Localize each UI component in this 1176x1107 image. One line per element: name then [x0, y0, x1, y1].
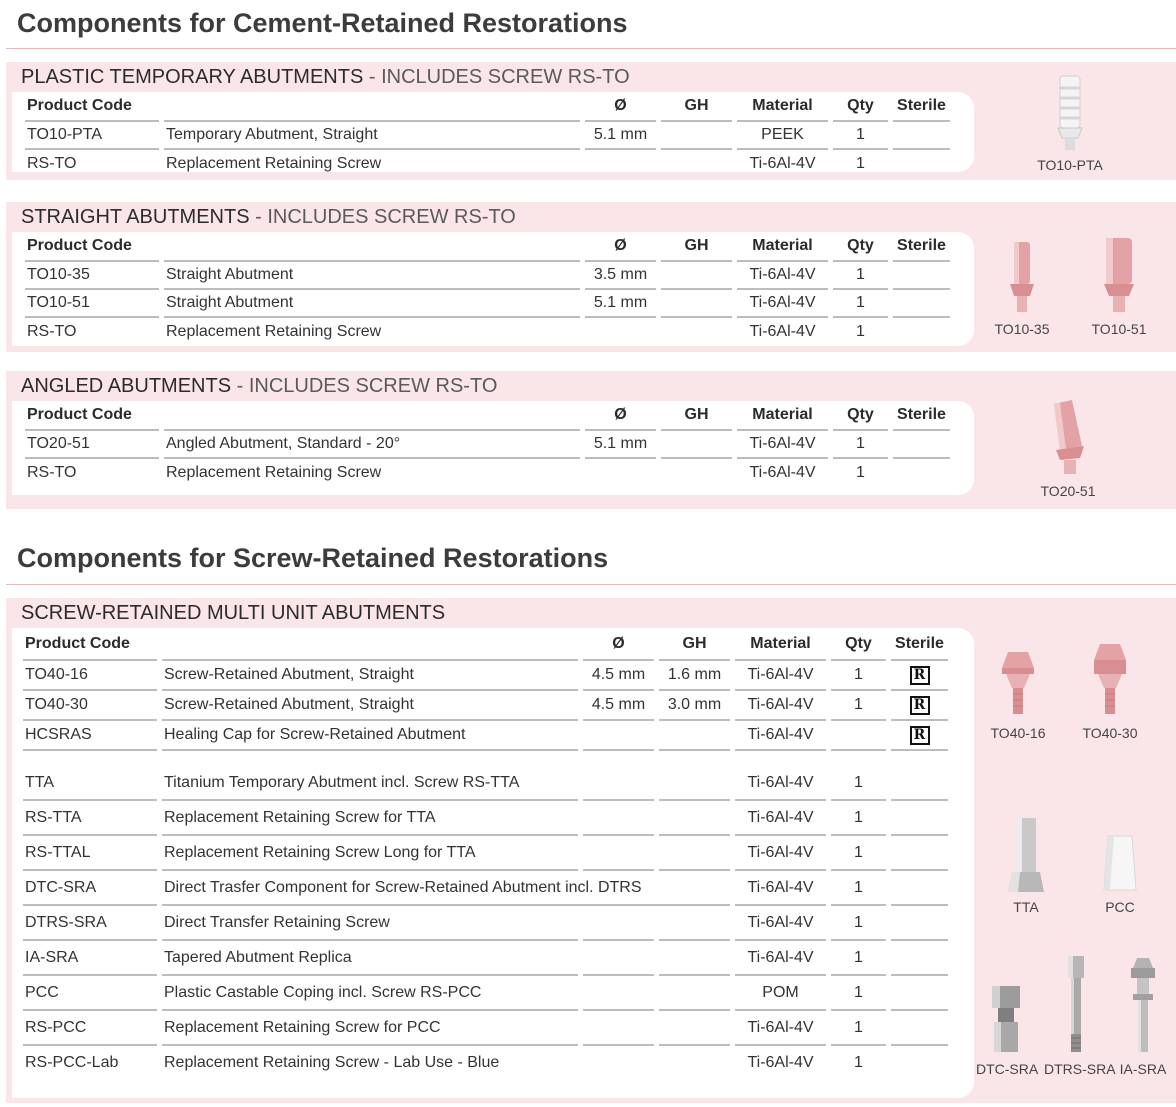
product-description: Titanium Temporary Abutment incl. Screw RS-TTA	[162, 767, 578, 801]
product-code: RS-PCC	[23, 1011, 157, 1046]
titanium-abutment-icon	[1004, 816, 1048, 894]
product-code: TO20-51	[25, 431, 159, 459]
product-gh	[661, 262, 732, 290]
product-code: TTA	[23, 767, 157, 801]
col-material: Material	[737, 92, 828, 122]
product-sterile	[893, 318, 950, 346]
transfer-component-icon	[984, 980, 1028, 1056]
product-image-to10-35	[982, 238, 1062, 337]
panel-title	[21, 375, 497, 398]
product-qty: 1	[831, 871, 886, 906]
angled-abutment-icon	[1046, 398, 1090, 478]
panel-title	[21, 66, 630, 89]
table-row	[23, 976, 948, 1011]
section-title: SCREW-RETAINED MULTI UNIT ABUTMENTS	[21, 602, 446, 624]
product-gh	[659, 906, 730, 941]
product-image-to40-30	[1070, 640, 1150, 741]
product-qty: 1	[831, 691, 886, 721]
product-material: Ti-6Al-4V	[735, 1011, 826, 1046]
header-row	[25, 232, 950, 262]
product-gh	[661, 431, 732, 459]
image-caption: TO10-35	[994, 321, 1050, 337]
header-row	[23, 628, 948, 661]
product-code: RS-TO	[27, 155, 77, 172]
col-diameter: Ø	[585, 92, 656, 122]
product-diameter: 5.1 mm	[585, 431, 656, 459]
col-gh: GH	[659, 628, 730, 661]
product-sterile	[891, 691, 948, 721]
product-gh	[661, 150, 732, 178]
product-sterile	[891, 941, 948, 976]
product-qty: 1	[831, 801, 886, 836]
product-image-pcc	[1080, 832, 1160, 915]
product-table	[20, 401, 955, 487]
col-sterile: Sterile	[893, 232, 950, 262]
straight-abutment-icon	[1099, 234, 1139, 316]
product-gh	[659, 767, 730, 801]
col-material: Material	[737, 232, 828, 262]
product-code: HCSRAS	[23, 721, 157, 751]
product-qty: 1	[854, 1054, 863, 1071]
table-row	[25, 431, 950, 459]
col-sterile: Sterile	[893, 92, 950, 122]
straight-abutment-icon	[1002, 238, 1042, 316]
product-description: Screw-Retained Abutment, Straight	[162, 691, 578, 721]
sterile-r-icon: R	[910, 666, 930, 685]
image-caption: TO40-16	[990, 725, 1046, 741]
product-description: Temporary Abutment, Straight	[164, 122, 580, 150]
product-diameter: 4.5 mm	[583, 661, 654, 691]
col-diameter: Ø	[585, 401, 656, 431]
product-gh	[659, 1011, 730, 1046]
col-diameter: Ø	[583, 628, 654, 661]
product-material: Ti-6Al-4V	[735, 871, 826, 906]
product-diameter	[583, 1011, 654, 1046]
image-caption: DTC-SRA	[976, 1061, 1039, 1077]
product-gh	[661, 318, 732, 346]
col-qty: Qty	[833, 401, 888, 431]
table-row	[23, 767, 948, 801]
product-gh	[659, 721, 730, 751]
product-sterile	[893, 459, 950, 487]
col-qty: Qty	[831, 628, 886, 661]
section-subtitle: - INCLUDES SCREW RS-TO	[236, 375, 498, 397]
product-sterile	[893, 431, 950, 459]
col-material: Material	[737, 401, 828, 431]
product-description: Replacement Retaining Screw	[166, 323, 382, 340]
col-product-code: Product Code	[25, 232, 159, 262]
product-gh	[659, 836, 730, 871]
product-diameter	[583, 767, 654, 801]
product-diameter	[583, 906, 654, 941]
product-material: Ti-6Al-4V	[735, 721, 826, 751]
product-material: Ti-6Al-4V	[735, 836, 826, 871]
product-sterile	[891, 721, 948, 751]
product-diameter	[583, 836, 654, 871]
section-title: ANGLED ABUTMENTS	[21, 375, 237, 397]
sterile-r-icon: R	[910, 726, 930, 745]
product-code: PCC	[23, 976, 157, 1011]
product-diameter: 5.1 mm	[585, 122, 656, 150]
product-sterile	[891, 661, 948, 691]
product-diameter	[585, 150, 656, 178]
product-material: Ti-6Al-4V	[735, 661, 826, 691]
product-code: RS-PCC-Lab	[25, 1054, 119, 1071]
table-row	[23, 1011, 948, 1046]
abutment-replica-icon	[1125, 954, 1161, 1056]
product-description: Tapered Abutment Replica	[162, 941, 578, 976]
product-sterile	[893, 262, 950, 290]
spacer-row	[23, 751, 948, 767]
product-gh	[661, 290, 732, 318]
product-diameter	[583, 976, 654, 1011]
product-qty	[831, 721, 886, 751]
col-gh: GH	[661, 401, 732, 431]
image-caption: TO40-30	[1082, 725, 1138, 741]
product-image-to20-51	[1028, 398, 1108, 499]
product-code: RS-TTAL	[23, 836, 157, 871]
retaining-screw-icon	[1061, 954, 1091, 1056]
header-row	[25, 92, 950, 122]
heading-screw-retained: Components for Screw-Retained Restorations	[17, 543, 609, 573]
table-row	[25, 290, 950, 318]
table-row	[25, 262, 950, 290]
product-image-dtc-sra	[976, 980, 1039, 1077]
product-material: Ti-6Al-4V	[737, 262, 828, 290]
product-qty: 1	[831, 976, 886, 1011]
product-table	[18, 628, 953, 1080]
product-diameter	[585, 459, 656, 487]
header-row	[25, 401, 950, 431]
product-image-to10-51	[1079, 234, 1159, 337]
product-qty: 1	[833, 431, 888, 459]
product-code: RS-TO	[27, 464, 77, 481]
section-title: STRAIGHT ABUTMENTS	[21, 206, 250, 228]
product-qty: 1	[856, 323, 865, 340]
plastic-abutment-icon	[1050, 74, 1090, 152]
product-description: Replacement Retaining Screw - Lab Use - Blue	[164, 1054, 500, 1071]
image-caption: TO20-51	[1040, 483, 1096, 499]
col-product-code: Product Code	[23, 628, 157, 661]
product-image-dtrs-sra	[1044, 954, 1116, 1077]
col-gh: GH	[661, 232, 732, 262]
product-gh	[659, 976, 730, 1011]
panel-plastic-temporary	[6, 62, 1176, 180]
product-sterile	[891, 801, 948, 836]
product-code: TO40-16	[23, 661, 157, 691]
table-card	[12, 232, 974, 346]
col-description	[164, 92, 580, 122]
image-caption: IA-SRA	[1119, 1061, 1167, 1077]
product-gh	[661, 459, 732, 487]
product-gh	[659, 801, 730, 836]
table-row	[25, 318, 950, 346]
product-code: DTC-SRA	[23, 871, 157, 906]
table-row	[23, 941, 948, 976]
panel-title	[21, 206, 516, 229]
col-product-code: Product Code	[25, 401, 159, 431]
product-diameter: 4.5 mm	[583, 691, 654, 721]
col-sterile: Sterile	[891, 628, 948, 661]
product-sterile	[891, 1011, 948, 1046]
product-material: Ti-6Al-4V	[735, 691, 826, 721]
col-diameter: Ø	[585, 232, 656, 262]
product-diameter	[583, 801, 654, 836]
table-card	[12, 628, 974, 1098]
product-code: RS-TTA	[23, 801, 157, 836]
col-material: Material	[735, 628, 826, 661]
section-subtitle: - INCLUDES SCREW RS-TO	[363, 66, 630, 88]
panel-angled-abutments	[6, 371, 1176, 509]
product-material: Ti-6Al-4V	[737, 431, 828, 459]
product-image-tta	[986, 816, 1066, 915]
product-qty: 1	[833, 122, 888, 150]
product-code: IA-SRA	[23, 941, 157, 976]
product-code: TO10-35	[25, 262, 159, 290]
product-code: RS-TO	[27, 323, 77, 340]
product-qty: 1	[831, 836, 886, 871]
product-gh: 3.0 mm	[659, 691, 730, 721]
product-code: TO10-51	[25, 290, 159, 318]
heading-rule	[6, 584, 1176, 585]
image-caption: PCC	[1105, 899, 1135, 915]
table-row	[23, 661, 948, 691]
table-row	[23, 1046, 948, 1080]
image-caption: TTA	[1013, 899, 1039, 915]
product-material: Ti-6Al-4V	[735, 801, 826, 836]
heading-cement-retained: Components for Cement-Retained Restorations	[17, 8, 628, 38]
product-description: Replacement Retaining Screw for TTA	[162, 801, 578, 836]
product-material: Ti-6Al-4V	[749, 155, 816, 172]
product-qty: 1	[856, 155, 865, 172]
image-caption: DTRS-SRA	[1044, 1061, 1116, 1077]
product-sterile	[891, 1046, 948, 1080]
panel-title	[21, 602, 445, 625]
product-diameter: 5.1 mm	[585, 290, 656, 318]
product-code: TO40-30	[23, 691, 157, 721]
product-description: Direct Transfer Retaining Screw	[162, 906, 578, 941]
col-description	[162, 628, 578, 661]
product-diameter	[583, 941, 654, 976]
product-qty: 1	[831, 906, 886, 941]
product-material: Ti-6Al-4V	[747, 1054, 814, 1071]
product-sterile	[891, 906, 948, 941]
plastic-coping-icon	[1098, 832, 1142, 894]
col-sterile: Sterile	[893, 401, 950, 431]
product-material: Ti-6Al-4V	[735, 767, 826, 801]
product-code: TO10-PTA	[25, 122, 159, 150]
table-row	[23, 836, 948, 871]
product-description: Direct Trasfer Component for Screw-Retained Abutment incl. DTRS	[162, 871, 730, 906]
table-row	[25, 459, 950, 487]
table-row	[25, 122, 950, 150]
product-sterile	[893, 122, 950, 150]
product-description: Replacement Retaining Screw for PCC	[162, 1011, 578, 1046]
product-image-ia-sra	[1114, 954, 1172, 1077]
col-qty: Qty	[833, 92, 888, 122]
product-gh	[659, 941, 730, 976]
product-description: Screw-Retained Abutment, Straight	[162, 661, 578, 691]
section-title: PLASTIC TEMPORARY ABUTMENTS	[21, 66, 364, 88]
product-qty: 1	[831, 661, 886, 691]
table-row	[23, 721, 948, 751]
col-description	[164, 232, 580, 262]
table-row	[23, 691, 948, 721]
table-card	[12, 92, 974, 172]
product-material: PEEK	[737, 122, 828, 150]
col-qty: Qty	[833, 232, 888, 262]
multi-unit-abutment-icon	[1088, 640, 1132, 720]
product-sterile	[891, 767, 948, 801]
product-code: DTRS-SRA	[23, 906, 157, 941]
product-description: Replacement Retaining Screw Long for TTA	[162, 836, 578, 871]
product-qty: 1	[833, 290, 888, 318]
product-table	[20, 232, 955, 346]
product-gh	[659, 1046, 730, 1080]
section-subtitle: - INCLUDES SCREW RS-TO	[249, 206, 516, 228]
product-diameter	[583, 721, 654, 751]
product-diameter: 3.5 mm	[585, 262, 656, 290]
product-qty: 1	[856, 464, 865, 481]
image-caption: TO10-51	[1091, 321, 1147, 337]
table-card	[12, 401, 974, 495]
multi-unit-abutment-icon	[996, 648, 1040, 720]
product-diameter	[583, 1046, 654, 1080]
product-description: Healing Cap for Screw-Retained Abutment	[162, 721, 578, 751]
table-row	[23, 801, 948, 836]
product-sterile	[891, 836, 948, 871]
product-sterile	[891, 976, 948, 1011]
product-material: Ti-6Al-4V	[735, 906, 826, 941]
product-description: Plastic Castable Coping incl. Screw RS-PCC	[162, 976, 578, 1011]
col-gh: GH	[661, 92, 732, 122]
product-sterile	[891, 871, 948, 906]
product-material: Ti-6Al-4V	[749, 464, 816, 481]
product-image-to40-16	[978, 648, 1058, 741]
product-material: Ti-6Al-4V	[735, 941, 826, 976]
product-image-to10-pta	[1030, 74, 1110, 173]
product-qty: 1	[831, 1011, 886, 1046]
product-material: Ti-6Al-4V	[749, 323, 816, 340]
col-product-code: Product Code	[25, 92, 159, 122]
product-gh	[661, 122, 732, 150]
product-description: Straight Abutment	[164, 290, 580, 318]
sterile-r-icon: R	[910, 696, 930, 715]
product-description: Angled Abutment, Standard - 20°	[164, 431, 580, 459]
product-sterile	[893, 150, 950, 178]
table-row	[23, 906, 948, 941]
product-material: POM	[735, 976, 826, 1011]
heading-rule	[6, 48, 1176, 49]
table-row	[25, 150, 950, 178]
table-row	[23, 871, 948, 906]
product-description: Replacement Retaining Screw	[166, 155, 382, 172]
product-description: Straight Abutment	[164, 262, 580, 290]
product-description: Replacement Retaining Screw	[166, 464, 382, 481]
product-qty: 1	[831, 941, 886, 976]
col-description	[164, 401, 580, 431]
product-diameter	[585, 318, 656, 346]
image-caption: TO10-PTA	[1037, 157, 1103, 173]
product-gh: 1.6 mm	[659, 661, 730, 691]
product-qty: 1	[833, 262, 888, 290]
product-material: Ti-6Al-4V	[737, 290, 828, 318]
product-sterile	[893, 290, 950, 318]
product-qty: 1	[831, 767, 886, 801]
product-table	[20, 92, 955, 178]
